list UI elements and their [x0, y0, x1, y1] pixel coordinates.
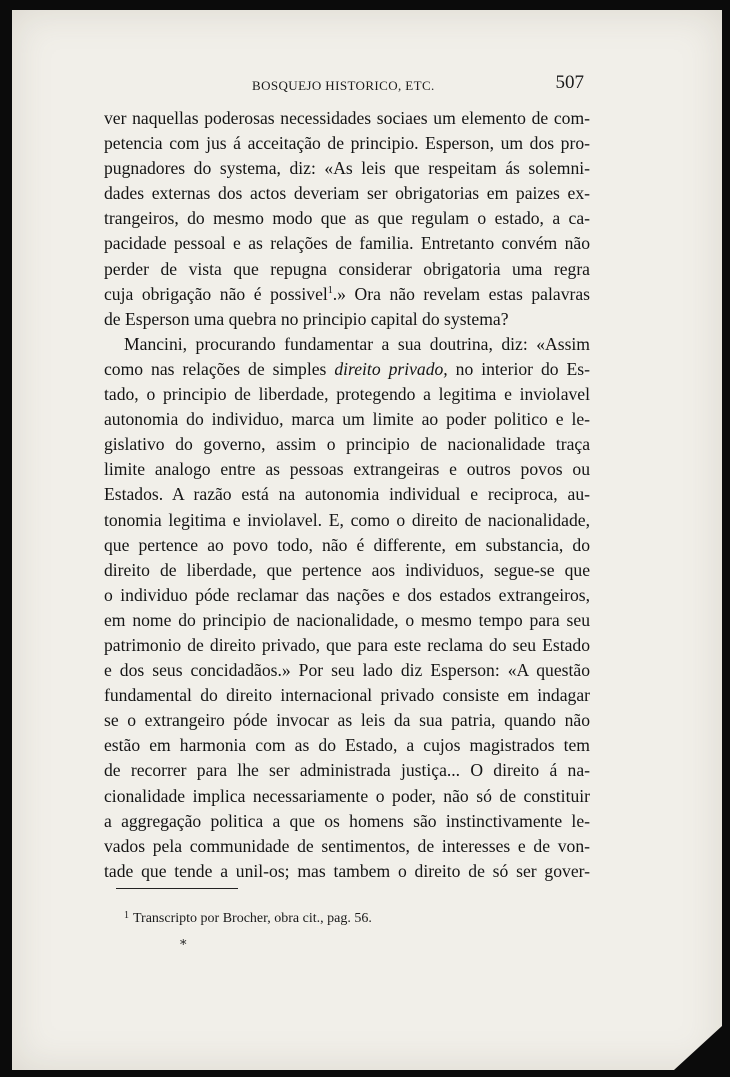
text-line: estão em harmonia com as do Estado, a cujos magistrados tem: [104, 735, 590, 756]
text-line: ver naquellas poderosas necessidades sociaes um elemento de com-: [104, 108, 590, 128]
footnote-marker: 1: [124, 910, 129, 921]
text-line: a aggregação politica a que os homens são instinctivamente le-: [104, 810, 590, 831]
text-line: autonomia do individuo, marca um limite ao poder politico e le-: [104, 409, 590, 430]
text-line: direito de liberdade, que pertence aos individuos, segue-se que: [104, 559, 590, 580]
page-number: 507: [555, 72, 584, 93]
text-line: vados pela communidade de sentimentos, de interesses e de von-: [104, 835, 590, 856]
body-text: [104, 106, 590, 884]
text-line: que pertence ao povo todo, não é differente, em substancia, do: [104, 534, 590, 555]
text-line: em nome do principio de nacionalidade, o mesmo tempo para seu: [104, 609, 590, 630]
text-segment: como nas relações de simples: [104, 358, 327, 379]
book-page: [12, 10, 722, 1070]
running-title: BOSQUEJO HISTORICO, ETC.: [252, 78, 435, 93]
text-line: tade que tende a unil-os; mas tambem o direito de só ser gover-: [104, 860, 590, 881]
text-line: tado, o principio de liberdade, protegendo a legitima e inviolavel: [104, 384, 590, 405]
footnote-divider: [116, 888, 238, 889]
text-line: perder de vista que repugna considerar obrigatoria uma regra: [104, 258, 590, 279]
paragraph-start-line: Mancini, procurando fundamentar a sua doutrina, diz: «Assim: [124, 333, 590, 354]
text-line: cionalidade implica necessariamente o poder, não só de constituir: [104, 785, 590, 806]
text-line: o individuo póde reclamar das nações e dos estados extrangeiros,: [104, 584, 590, 605]
text-line: de Esperson uma quebra no principio capital do systema?: [104, 308, 509, 329]
text-line: e dos seus concidadãos.» Por seu lado diz Esperson: «A questão: [104, 660, 590, 681]
text-line: limite analogo entre as pessoas extrangeiras e outros povos ou: [104, 459, 590, 480]
footnote-ref: 1: [327, 284, 333, 296]
text-line: patrimonio de direito privado, que para este reclama do seu Estado: [104, 634, 590, 655]
text-line: gislativo do governo, assim o principio de nacionalidade traça: [104, 434, 590, 455]
text-line: se o extrangeiro póde invocar as leis da sua patria, quando não: [104, 710, 590, 731]
footnote-text: Transcripto por Brocher, obra cit., pag. 56.: [133, 911, 372, 926]
asterisk-ornament: *: [180, 938, 187, 953]
text-segment: cuja obrigação não é possivel: [104, 283, 328, 304]
text-line: dades externas dos actos deveriam ser obrigatorias em paizes ex-: [104, 183, 590, 204]
text-line: de recorrer para lhe ser administrada justiça... O direito á na-: [104, 760, 590, 781]
text-line: pugnadores do systema, diz: «As leis que respeitam ás solemni-: [104, 158, 590, 179]
text-line: tonomia legitima e inviolavel. E, como o direito de nacionalidade,: [104, 509, 590, 530]
text-line-with-italic: [104, 357, 590, 382]
italic-phrase: direito privado,: [334, 358, 448, 379]
text-segment: .» Ora não revelam estas palavras: [332, 283, 591, 304]
text-segment: no interior do Es-: [447, 358, 590, 379]
text-line: fundamental do direito internacional privado consiste em indagar: [104, 685, 590, 706]
text-line: pacidade pessoal e as relações de familia. Entretanto convém não: [104, 233, 590, 254]
text-line-with-footnote-ref: [104, 282, 590, 307]
folded-corner: [674, 1026, 722, 1070]
footnote: [124, 910, 372, 927]
text-line: petencia com jus á acceitação de principio. Esperson, um dos pro-: [104, 133, 590, 154]
text-line: trangeiros, do mesmo modo que as que regulam o estado, a ca-: [104, 208, 590, 229]
text-line: Estados. A razão está na autonomia individual e reciproca, au-: [104, 484, 590, 505]
